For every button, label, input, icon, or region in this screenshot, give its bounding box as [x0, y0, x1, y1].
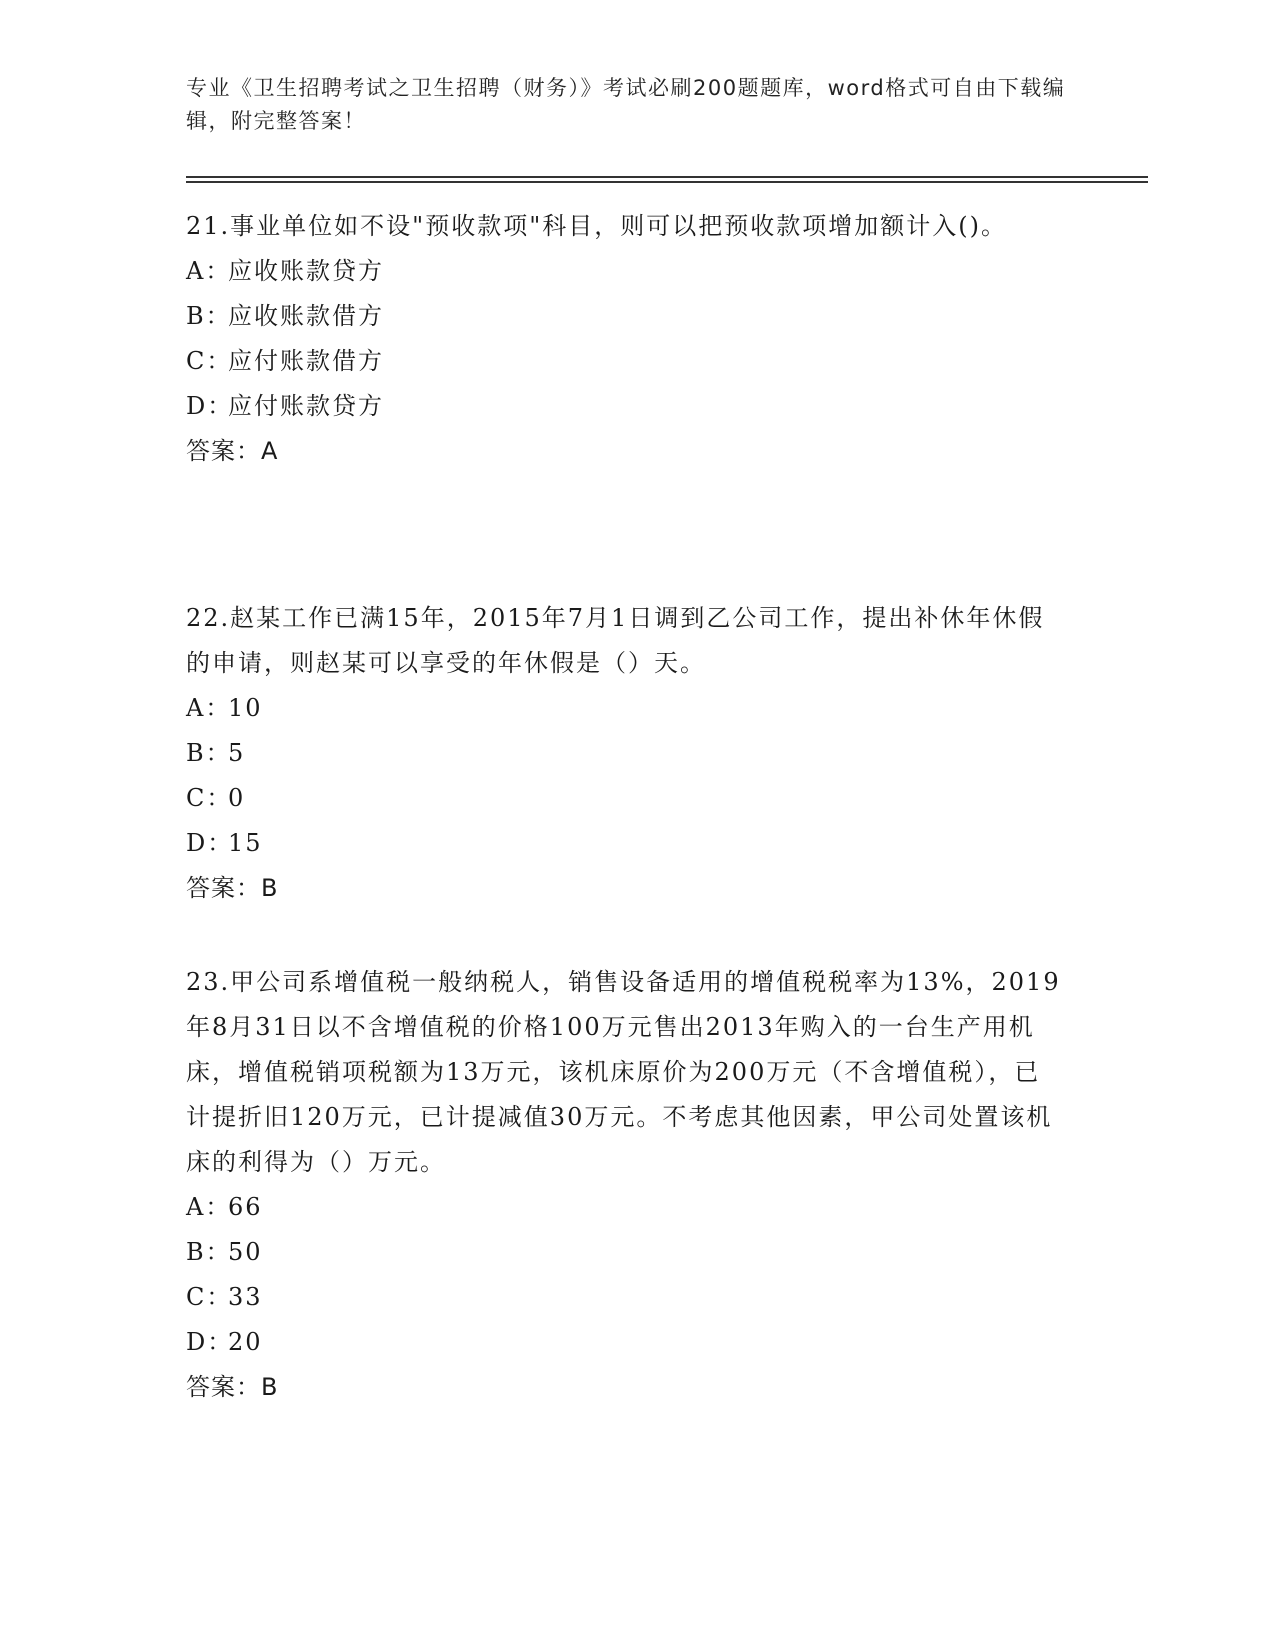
option-c: [186, 339, 1066, 384]
option-key: A：: [186, 694, 232, 722]
option-b: [186, 731, 1066, 776]
option-a: [186, 686, 1066, 731]
option-c: [186, 1275, 1066, 1320]
question-stem: 21.事业单位如不设"预收款项"科目，则可以把预收款项增加额计入()。: [186, 212, 1007, 240]
question-stem: 22.赵某工作已满15年，2015年7月1日调到乙公司工作，提出补休年休假的申请，则赵某可以享受的年休假是（）天。: [186, 604, 1045, 677]
question-stem: 23.甲公司系增值税一般纳税人，销售设备适用的增值税税率为13%，2019年8月31日以不含增值税的价格100万元售出2013年购入的一台生产用机床，增值税销项税额为13万元，该机床原价为200万元（不含增值税），已计提折旧120万元，已计提减值30万元。不考虑其他因素，甲公司处置该机床的利得为（）万元。: [186, 968, 1061, 1176]
answer-line: 答案：A: [186, 437, 279, 465]
option-key: C：: [186, 347, 233, 375]
option-text: 应收账款借方: [228, 302, 384, 330]
question-22: [186, 596, 1066, 911]
option-key: C：: [186, 1283, 233, 1311]
option-text: 应收账款贷方: [228, 257, 384, 285]
answer-line: 答案：B: [186, 1373, 279, 1401]
option-text: 10: [228, 694, 263, 722]
option-key: B：: [186, 302, 232, 330]
option-text: 0: [228, 784, 246, 812]
option-b: [186, 294, 1066, 339]
option-d: [186, 1320, 1066, 1365]
option-key: B：: [186, 1238, 232, 1266]
header-divider-top: [186, 176, 1148, 178]
option-text: 20: [228, 1328, 263, 1356]
option-a: [186, 249, 1066, 294]
option-key: D：: [186, 1328, 234, 1356]
option-d: [186, 821, 1066, 866]
option-key: D：: [186, 392, 234, 420]
option-text: 应付账款借方: [228, 347, 384, 375]
question-21: [186, 204, 1066, 474]
option-key: B：: [186, 739, 232, 767]
option-text: 15: [228, 829, 263, 857]
question-23: [186, 960, 1066, 1410]
option-c: [186, 776, 1066, 821]
option-b: [186, 1230, 1066, 1275]
option-text: 33: [228, 1283, 263, 1311]
option-key: D：: [186, 829, 234, 857]
option-d: [186, 384, 1066, 429]
header-divider-bottom: [186, 181, 1148, 183]
option-text: 66: [228, 1193, 263, 1221]
option-text: 5: [228, 739, 246, 767]
option-key: C：: [186, 784, 233, 812]
option-text: 50: [228, 1238, 263, 1266]
option-key: A：: [186, 1193, 232, 1221]
option-text: 应付账款贷方: [228, 392, 384, 420]
document-header: 专业《卫生招聘考试之卫生招聘（财务）》考试必刷200题题库，word格式可自由下载编辑，附完整答案！: [186, 76, 1066, 133]
option-a: [186, 1185, 1066, 1230]
answer-line: 答案：B: [186, 874, 279, 902]
option-key: A：: [186, 257, 232, 285]
